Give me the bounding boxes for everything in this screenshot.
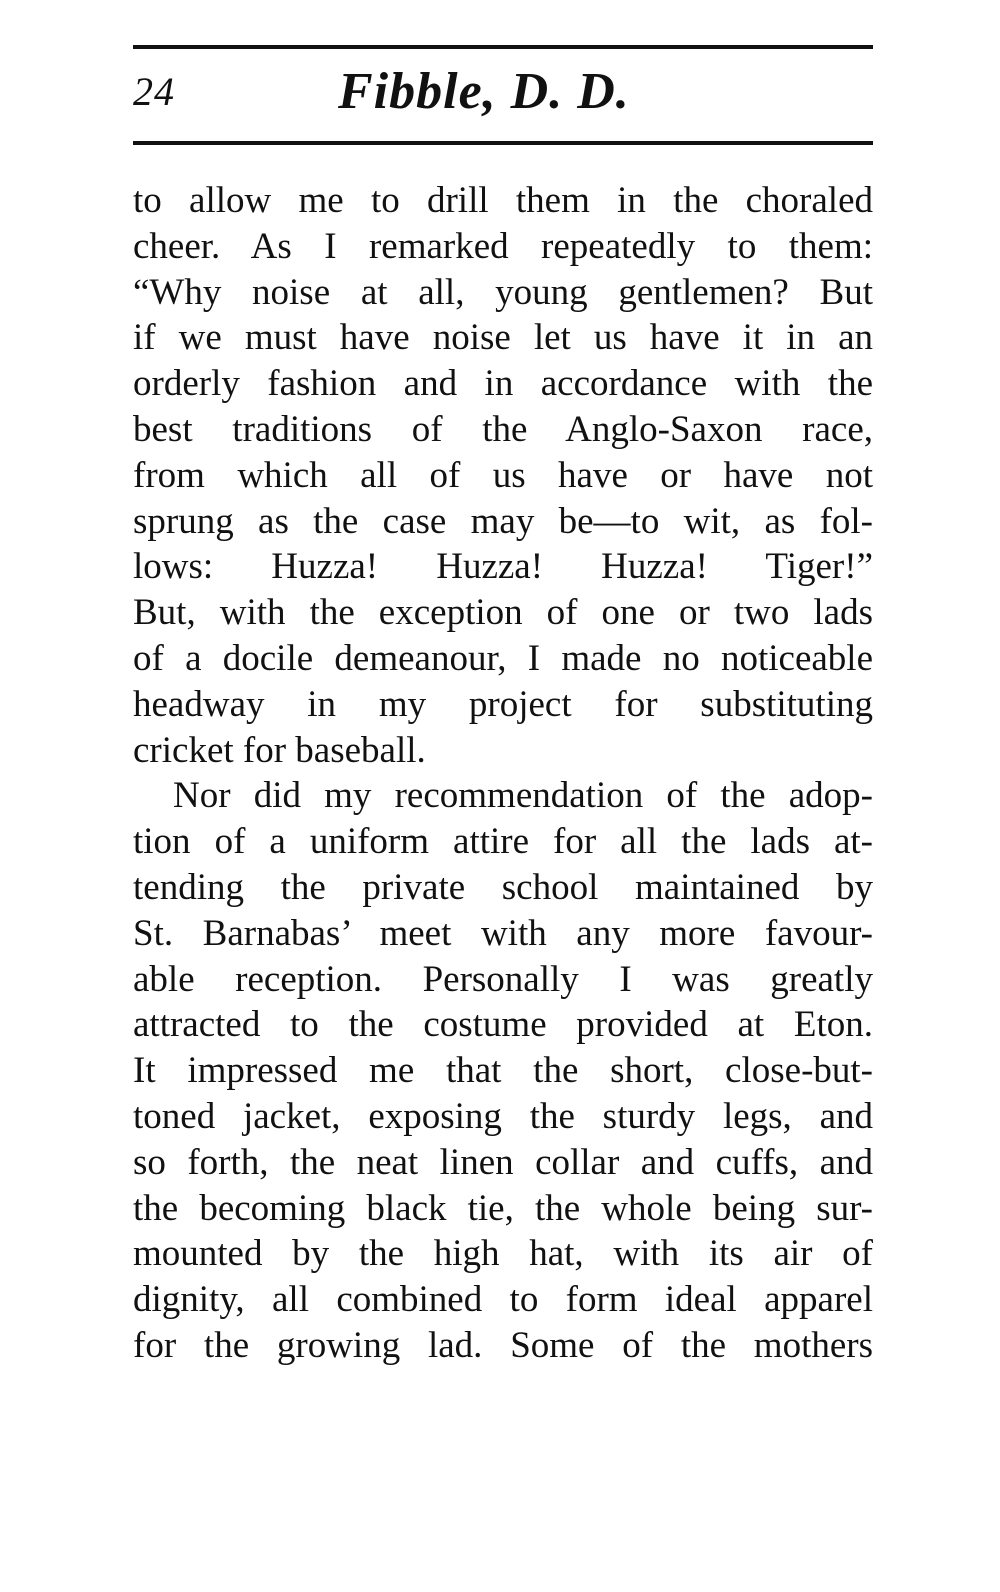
header-bottom-rule [133,141,873,145]
text-line: headway in my project for substituting [133,683,873,725]
text-line: best traditions of the Anglo-Saxon race, [133,408,873,450]
text-line: dignity, all combined to form ideal apparel [133,1279,873,1321]
text-line: cheer. As I remarked repeatedly to them: [133,225,873,267]
text-line: But, with the exception of one or two lads [133,592,873,634]
text-line: orderly fashion and in accordance with the [133,363,873,405]
header-top-rule [133,45,873,49]
text-line: the becoming black tie, the whole being sur- [133,1187,873,1229]
text-line: if we must have noise let us have it in an [133,317,873,359]
book-page [133,0,873,1592]
text-line: of a docile demeanour, I made no noticeable [133,637,873,679]
paragraph-1 [133,178,873,773]
running-title: Fibble, D. D. [338,63,630,120]
text-line: toned jacket, exposing the sturdy legs, and [133,1095,873,1137]
text-line: tending the private school maintained by [133,866,873,908]
page-number: 24 [133,69,175,114]
text-line: from which all of us have or have not [133,454,873,496]
text-line: tion of a uniform attire for all the lads at- [133,821,873,863]
text-line: able reception. Personally I was greatly [133,958,873,1000]
text-line: sprung as the case may be—to wit, as fol- [133,500,873,542]
text-line: cricket for baseball. [133,729,426,771]
text-line: so forth, the neat linen collar and cuffs, and [133,1141,873,1183]
page-header [133,62,873,132]
text-line: mounted by the high hat, with its air of [133,1233,873,1275]
text-line: for the growing lad. Some of the mothers [133,1324,873,1366]
paragraph-2 [133,773,873,1368]
text-line: “Why noise at all, young gentlemen? But [133,271,873,313]
body-text [133,178,873,1369]
text-line: attracted to the costume provided at Eton. [133,1004,873,1046]
text-line: to allow me to drill them in the choraled [133,180,873,221]
text-line: Nor did my recommendation of the adop- [173,775,873,817]
text-line: St. Barnabas’ meet with any more favour- [133,912,873,954]
text-line: It impressed me that the short, close-but- [133,1050,873,1092]
text-line: lows: Huzza! Huzza! Huzza! Tiger!” [133,546,873,588]
